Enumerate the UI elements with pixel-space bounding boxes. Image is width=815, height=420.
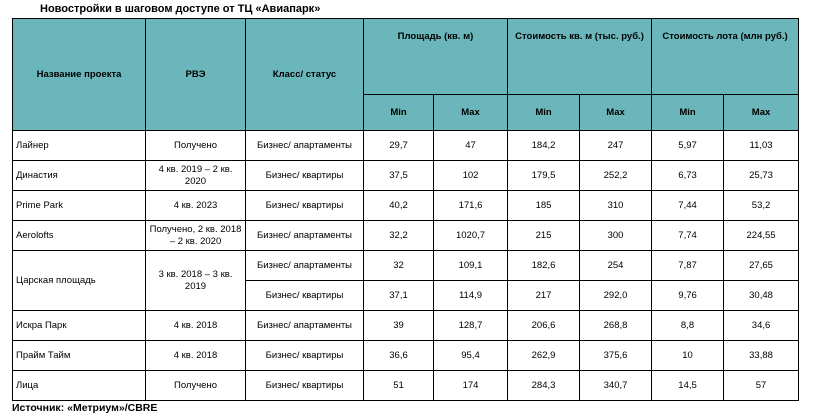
lot-min-cell: 5,97	[652, 131, 724, 161]
lot-max-cell: 27,65	[724, 251, 799, 281]
table-row	[13, 341, 799, 371]
sqm-min-cell: 215	[508, 221, 580, 251]
projects-table	[12, 18, 799, 401]
lot-min-cell: 7,74	[652, 221, 724, 251]
project-name: Prime Park	[13, 191, 146, 221]
area-max-cell: 95,4	[434, 341, 508, 371]
class-cell: Бизнес/ квартиры	[246, 341, 364, 371]
lot-max-cell: 57	[724, 371, 799, 401]
header-area: Площадь (кв. м)	[364, 19, 508, 95]
sqm-min-cell: 217	[508, 281, 580, 311]
header-lot-max: Max	[724, 95, 799, 131]
sqm-min-cell: 184,2	[508, 131, 580, 161]
area-max-cell: 1020,7	[434, 221, 508, 251]
sqm-max-cell: 375,6	[580, 341, 652, 371]
area-min-cell: 37,1	[364, 281, 434, 311]
lot-max-cell: 33,88	[724, 341, 799, 371]
area-max-cell: 102	[434, 161, 508, 191]
lot-max-cell: 34,6	[724, 311, 799, 341]
area-min-cell: 51	[364, 371, 434, 401]
rve-cell: Получено	[146, 131, 246, 161]
lot-max-cell: 30,48	[724, 281, 799, 311]
project-name: Лица	[13, 371, 146, 401]
area-max-cell: 171,6	[434, 191, 508, 221]
sqm-max-cell: 300	[580, 221, 652, 251]
sqm-max-cell: 340,7	[580, 371, 652, 401]
lot-max-cell: 53,2	[724, 191, 799, 221]
class-cell: Бизнес/ апартаменты	[246, 131, 364, 161]
sqm-min-cell: 206,6	[508, 311, 580, 341]
sqm-max-cell: 310	[580, 191, 652, 221]
rve-cell: 4 кв. 2018	[146, 311, 246, 341]
sqm-max-cell: 268,8	[580, 311, 652, 341]
area-min-cell: 39	[364, 311, 434, 341]
table-row	[13, 311, 799, 341]
rve-cell: Получено, 2 кв. 2018 – 2 кв. 2020	[146, 221, 246, 251]
class-cell: Бизнес/ квартиры	[246, 281, 364, 311]
area-min-cell: 37,5	[364, 161, 434, 191]
area-max-cell: 114,9	[434, 281, 508, 311]
table-row	[13, 251, 799, 281]
header-class-status: Класс/ статус	[246, 19, 364, 131]
sqm-max-cell: 292,0	[580, 281, 652, 311]
header-price-sqm: Стоимость кв. м (тыс. руб.)	[508, 19, 652, 95]
rve-cell: 4 кв. 2023	[146, 191, 246, 221]
table-row	[13, 371, 799, 401]
area-max-cell: 128,7	[434, 311, 508, 341]
rve-cell: 4 кв. 2018	[146, 341, 246, 371]
class-cell: Бизнес/ квартиры	[246, 191, 364, 221]
sqm-min-cell: 185	[508, 191, 580, 221]
rve-cell: 4 кв. 2019 – 2 кв. 2020	[146, 161, 246, 191]
table-title: Новостройки в шаговом доступе от ТЦ «Авиапарк»	[40, 3, 321, 15]
area-max-cell: 47	[434, 131, 508, 161]
header-name: Название проекта	[13, 19, 146, 131]
header-lot-min: Min	[652, 95, 724, 131]
area-max-cell: 174	[434, 371, 508, 401]
header-sqm-min: Min	[508, 95, 580, 131]
rve-cell: Получено	[146, 371, 246, 401]
class-cell: Бизнес/ апартаменты	[246, 221, 364, 251]
lot-min-cell: 9,76	[652, 281, 724, 311]
lot-max-cell: 25,73	[724, 161, 799, 191]
sqm-max-cell: 252,2	[580, 161, 652, 191]
header-area-min: Min	[364, 95, 434, 131]
project-name: Прайм Тайм	[13, 341, 146, 371]
sqm-min-cell: 182,6	[508, 251, 580, 281]
lot-min-cell: 14,5	[652, 371, 724, 401]
sqm-min-cell: 262,9	[508, 341, 580, 371]
class-cell: Бизнес/ квартиры	[246, 161, 364, 191]
area-max-cell: 109,1	[434, 251, 508, 281]
lot-min-cell: 7,44	[652, 191, 724, 221]
project-name: Династия	[13, 161, 146, 191]
header-area-max: Max	[434, 95, 508, 131]
rve-cell: 3 кв. 2018 – 3 кв. 2019	[146, 251, 246, 311]
table-row	[13, 221, 799, 251]
lot-min-cell: 10	[652, 341, 724, 371]
sqm-max-cell: 247	[580, 131, 652, 161]
header-sqm-max: Max	[580, 95, 652, 131]
lot-min-cell: 8,8	[652, 311, 724, 341]
project-name: Aerolofts	[13, 221, 146, 251]
area-min-cell: 32	[364, 251, 434, 281]
area-min-cell: 40,2	[364, 191, 434, 221]
lot-max-cell: 11,03	[724, 131, 799, 161]
class-cell: Бизнес/ квартиры	[246, 371, 364, 401]
area-min-cell: 36,6	[364, 341, 434, 371]
header-row-groups	[13, 19, 799, 95]
sqm-min-cell: 284,3	[508, 371, 580, 401]
table-row	[13, 131, 799, 161]
header-rve: РВЭ	[146, 19, 246, 131]
class-cell: Бизнес/ апартаменты	[246, 251, 364, 281]
sqm-max-cell: 254	[580, 251, 652, 281]
area-min-cell: 32,2	[364, 221, 434, 251]
source-note: Источник: «Метриум»/CBRE	[12, 402, 158, 414]
lot-max-cell: 224,55	[724, 221, 799, 251]
lot-min-cell: 6,73	[652, 161, 724, 191]
project-name: Царская площадь	[13, 251, 146, 311]
class-cell: Бизнес/ апартаменты	[246, 311, 364, 341]
header-lot-price: Стоимость лота (млн руб.)	[652, 19, 799, 95]
project-name: Искра Парк	[13, 311, 146, 341]
table-row	[13, 191, 799, 221]
project-name: Лайнер	[13, 131, 146, 161]
lot-min-cell: 7,87	[652, 251, 724, 281]
area-min-cell: 29,7	[364, 131, 434, 161]
table-row	[13, 161, 799, 191]
sqm-min-cell: 179,5	[508, 161, 580, 191]
